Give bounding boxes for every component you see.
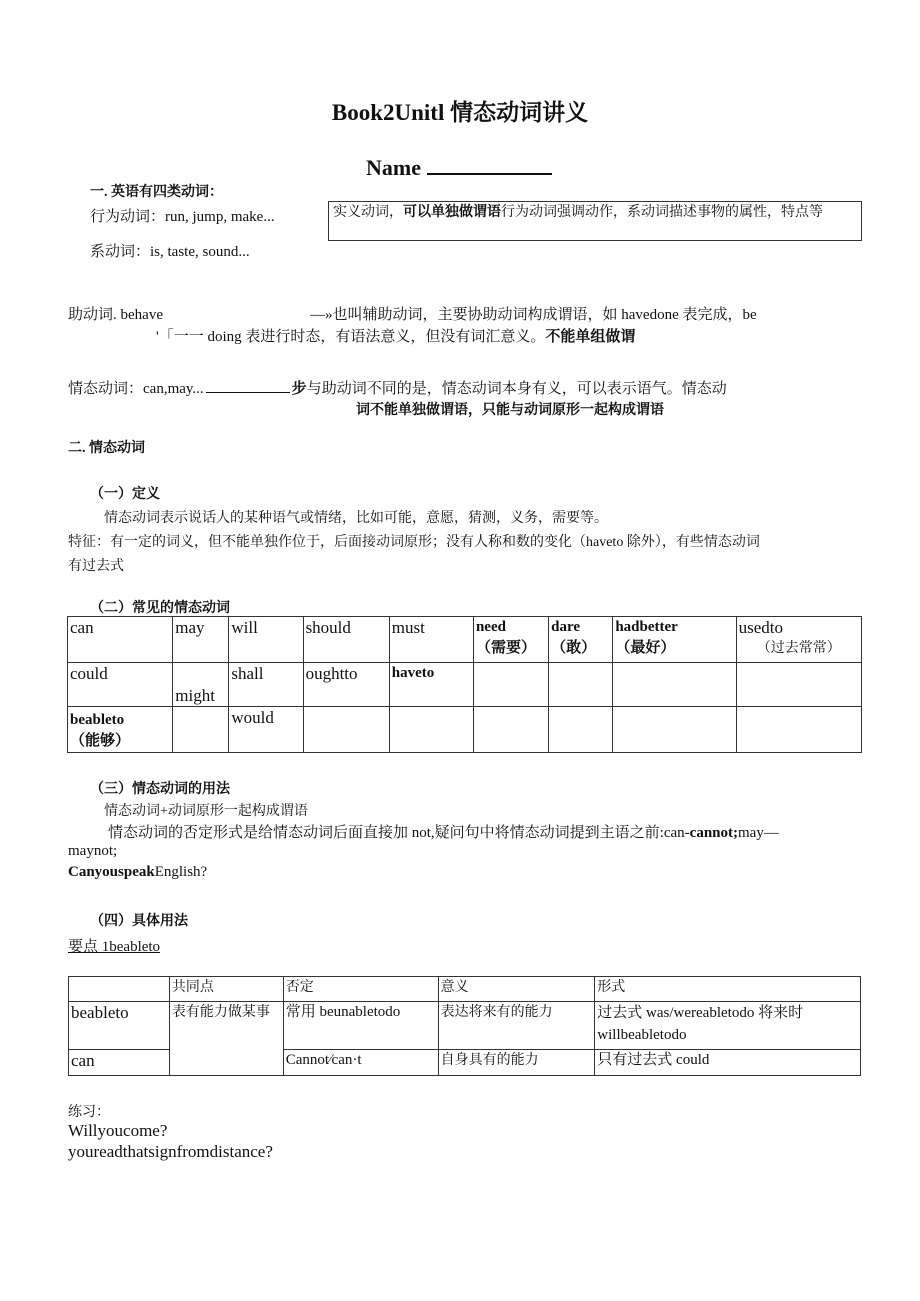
table-cell: 表有能力做某事 (169, 1002, 283, 1076)
comparison-table (68, 976, 861, 1076)
cell-word: need (475, 619, 506, 635)
usage-example (68, 864, 207, 881)
table-header-cell: 共同点 (169, 977, 283, 1002)
modal-label: 情态动词：can,may... (68, 381, 204, 397)
cell-word: hadbetter (615, 619, 678, 635)
table-row (68, 617, 862, 663)
table-cell: shall (229, 663, 303, 707)
table-cell: haveto (389, 663, 473, 707)
modal-blank (206, 382, 290, 393)
table-cell: 只有过去式 could (595, 1050, 861, 1076)
table-header-cell: 否定 (283, 977, 438, 1002)
action-verbs: 行为动词：run, jump, make... (90, 209, 275, 225)
table-cell (549, 617, 613, 663)
table-header-cell: 形式 (595, 977, 861, 1002)
cell-note: （敢） (551, 640, 597, 656)
table-cell (69, 977, 170, 1002)
table-cell (549, 707, 613, 753)
aux-desc-2 (156, 325, 635, 346)
name-field (366, 153, 552, 181)
table-cell: oughtto (303, 663, 389, 707)
point-1-heading: 要点 1beableto (68, 939, 161, 955)
table-cell (736, 707, 861, 753)
common-modals-table (67, 616, 862, 753)
table-cell (613, 663, 736, 707)
usage-line-2 (108, 821, 779, 842)
table-cell (473, 663, 548, 707)
table-cell (613, 617, 736, 663)
modal-line (68, 377, 727, 398)
table-cell: should (303, 617, 389, 663)
callout-bold: 可以单独做谓语 (403, 205, 501, 220)
exercise-label: 练习： (68, 1105, 110, 1120)
table-row (68, 663, 862, 707)
table-cell (68, 707, 173, 753)
exercise-item-2: youreadthatsignfromdistance? (68, 1142, 273, 1161)
table-cell: 过去式 was/wereabletodo 将来时 willbeabletodo (595, 1002, 861, 1050)
usage-example-bold: Canyouspeak (68, 864, 155, 880)
usage-example-rest: English? (154, 864, 208, 880)
table-cell (549, 663, 613, 707)
table-cell (389, 707, 473, 753)
cell-word: dare (551, 619, 581, 635)
table-cell (473, 707, 548, 753)
usage-line-2-bold: cannot; (689, 825, 738, 841)
specific-usage-heading: （四）具体用法 (90, 914, 188, 929)
table-row (68, 707, 862, 753)
cell-word: beableto (70, 712, 125, 728)
section1-heading: 一. 英语有四类动词： (90, 185, 223, 200)
cell-note: （能够） (70, 733, 131, 749)
callout-post: 行为动词强调动作，系动词描述事物的属性，特点等 (501, 205, 823, 220)
modal-desc-1: 与助动词不同的是，情态动词本身有义，可以表示语气。情态动 (306, 381, 727, 397)
table-cell: can (69, 1050, 170, 1076)
aux-desc-2-bold: 不能单组做谓 (545, 329, 636, 345)
table-cell: will (229, 617, 303, 663)
usage-heading: （三）情态动词的用法 (90, 782, 230, 797)
table-cell (613, 707, 736, 753)
callout-pre: 实义动词， (333, 205, 403, 220)
table-cell: must (389, 617, 473, 663)
cell-note: （需要） (475, 640, 536, 656)
aux-desc-2-text: '「一一 doing 表进行时态，有语法意义，但没有词汇意义。 (156, 329, 546, 345)
usage-line-1: 情态动词+动词原形一起构成谓语 (104, 804, 308, 819)
cell-note: （最好） (615, 640, 676, 656)
usage-line-2-post: may— (738, 825, 779, 841)
table-cell (303, 707, 389, 753)
linking-verbs: 系动词：is, taste, sound... (90, 244, 250, 260)
common-modals-heading: （二）常见的情态动词 (90, 601, 230, 616)
table-row (69, 977, 861, 1002)
table-cell: 常用 beunabletodo (283, 1002, 438, 1050)
cell-note: （过去常常） (756, 641, 841, 656)
table-cell: can (68, 617, 173, 663)
definition-text: 情态动词表示说话人的某种语气或情绪，比如可能，意愿，猜测，义务，需要等。 (104, 511, 608, 526)
document-title: Book2Unitl 情态动词讲义 (331, 100, 589, 125)
table-cell: Cannot∕can·t (283, 1050, 438, 1076)
name-blank (427, 153, 552, 175)
table-cell: 表达将来有的能力 (438, 1002, 595, 1050)
modal-desc-2: 词不能单独做谓语，只能与动词原形一起构成谓语 (356, 403, 664, 418)
aux-desc-1: —»也叫辅助动词，主要协助动词构成谓语，如 havedone 表完成，be (310, 307, 757, 323)
table-cell: 自身具有的能力 (438, 1050, 595, 1076)
definition-heading: （一）定义 (90, 487, 160, 502)
table-cell: could (68, 663, 173, 707)
cell-word: usedto (738, 618, 783, 637)
section2-heading: 二. 情态动词 (68, 441, 145, 456)
table-row (69, 1002, 861, 1050)
table-header-cell: 意义 (438, 977, 595, 1002)
table-cell: would (229, 707, 303, 753)
callout-box (328, 201, 862, 241)
feature-line-2: 有过去式 (68, 559, 124, 574)
modal-desc-bold: 步 (291, 381, 307, 397)
table-cell: might (173, 663, 229, 707)
table-cell (736, 663, 861, 707)
usage-line-3: maynot; (68, 843, 118, 859)
aux-label: 助动词. behave (68, 307, 163, 323)
table-cell (736, 617, 861, 663)
table-cell: may (173, 617, 229, 663)
name-label: Name (366, 155, 421, 180)
usage-line-2-text: 情态动词的否定形式是给情态动词后面直接加 not,疑问句中将情态动词提到主语之前:can- (108, 825, 690, 841)
table-cell (173, 707, 229, 753)
feature-line-1: 特征：有一定的词义，但不能单独作位于，后面接动词原形；没有人称和数的变化（haveto 除外），有些情态动词 (68, 535, 760, 550)
exercise-item-1: Willyoucome? (68, 1121, 168, 1140)
table-cell: beableto (69, 1002, 170, 1050)
table-cell (473, 617, 548, 663)
